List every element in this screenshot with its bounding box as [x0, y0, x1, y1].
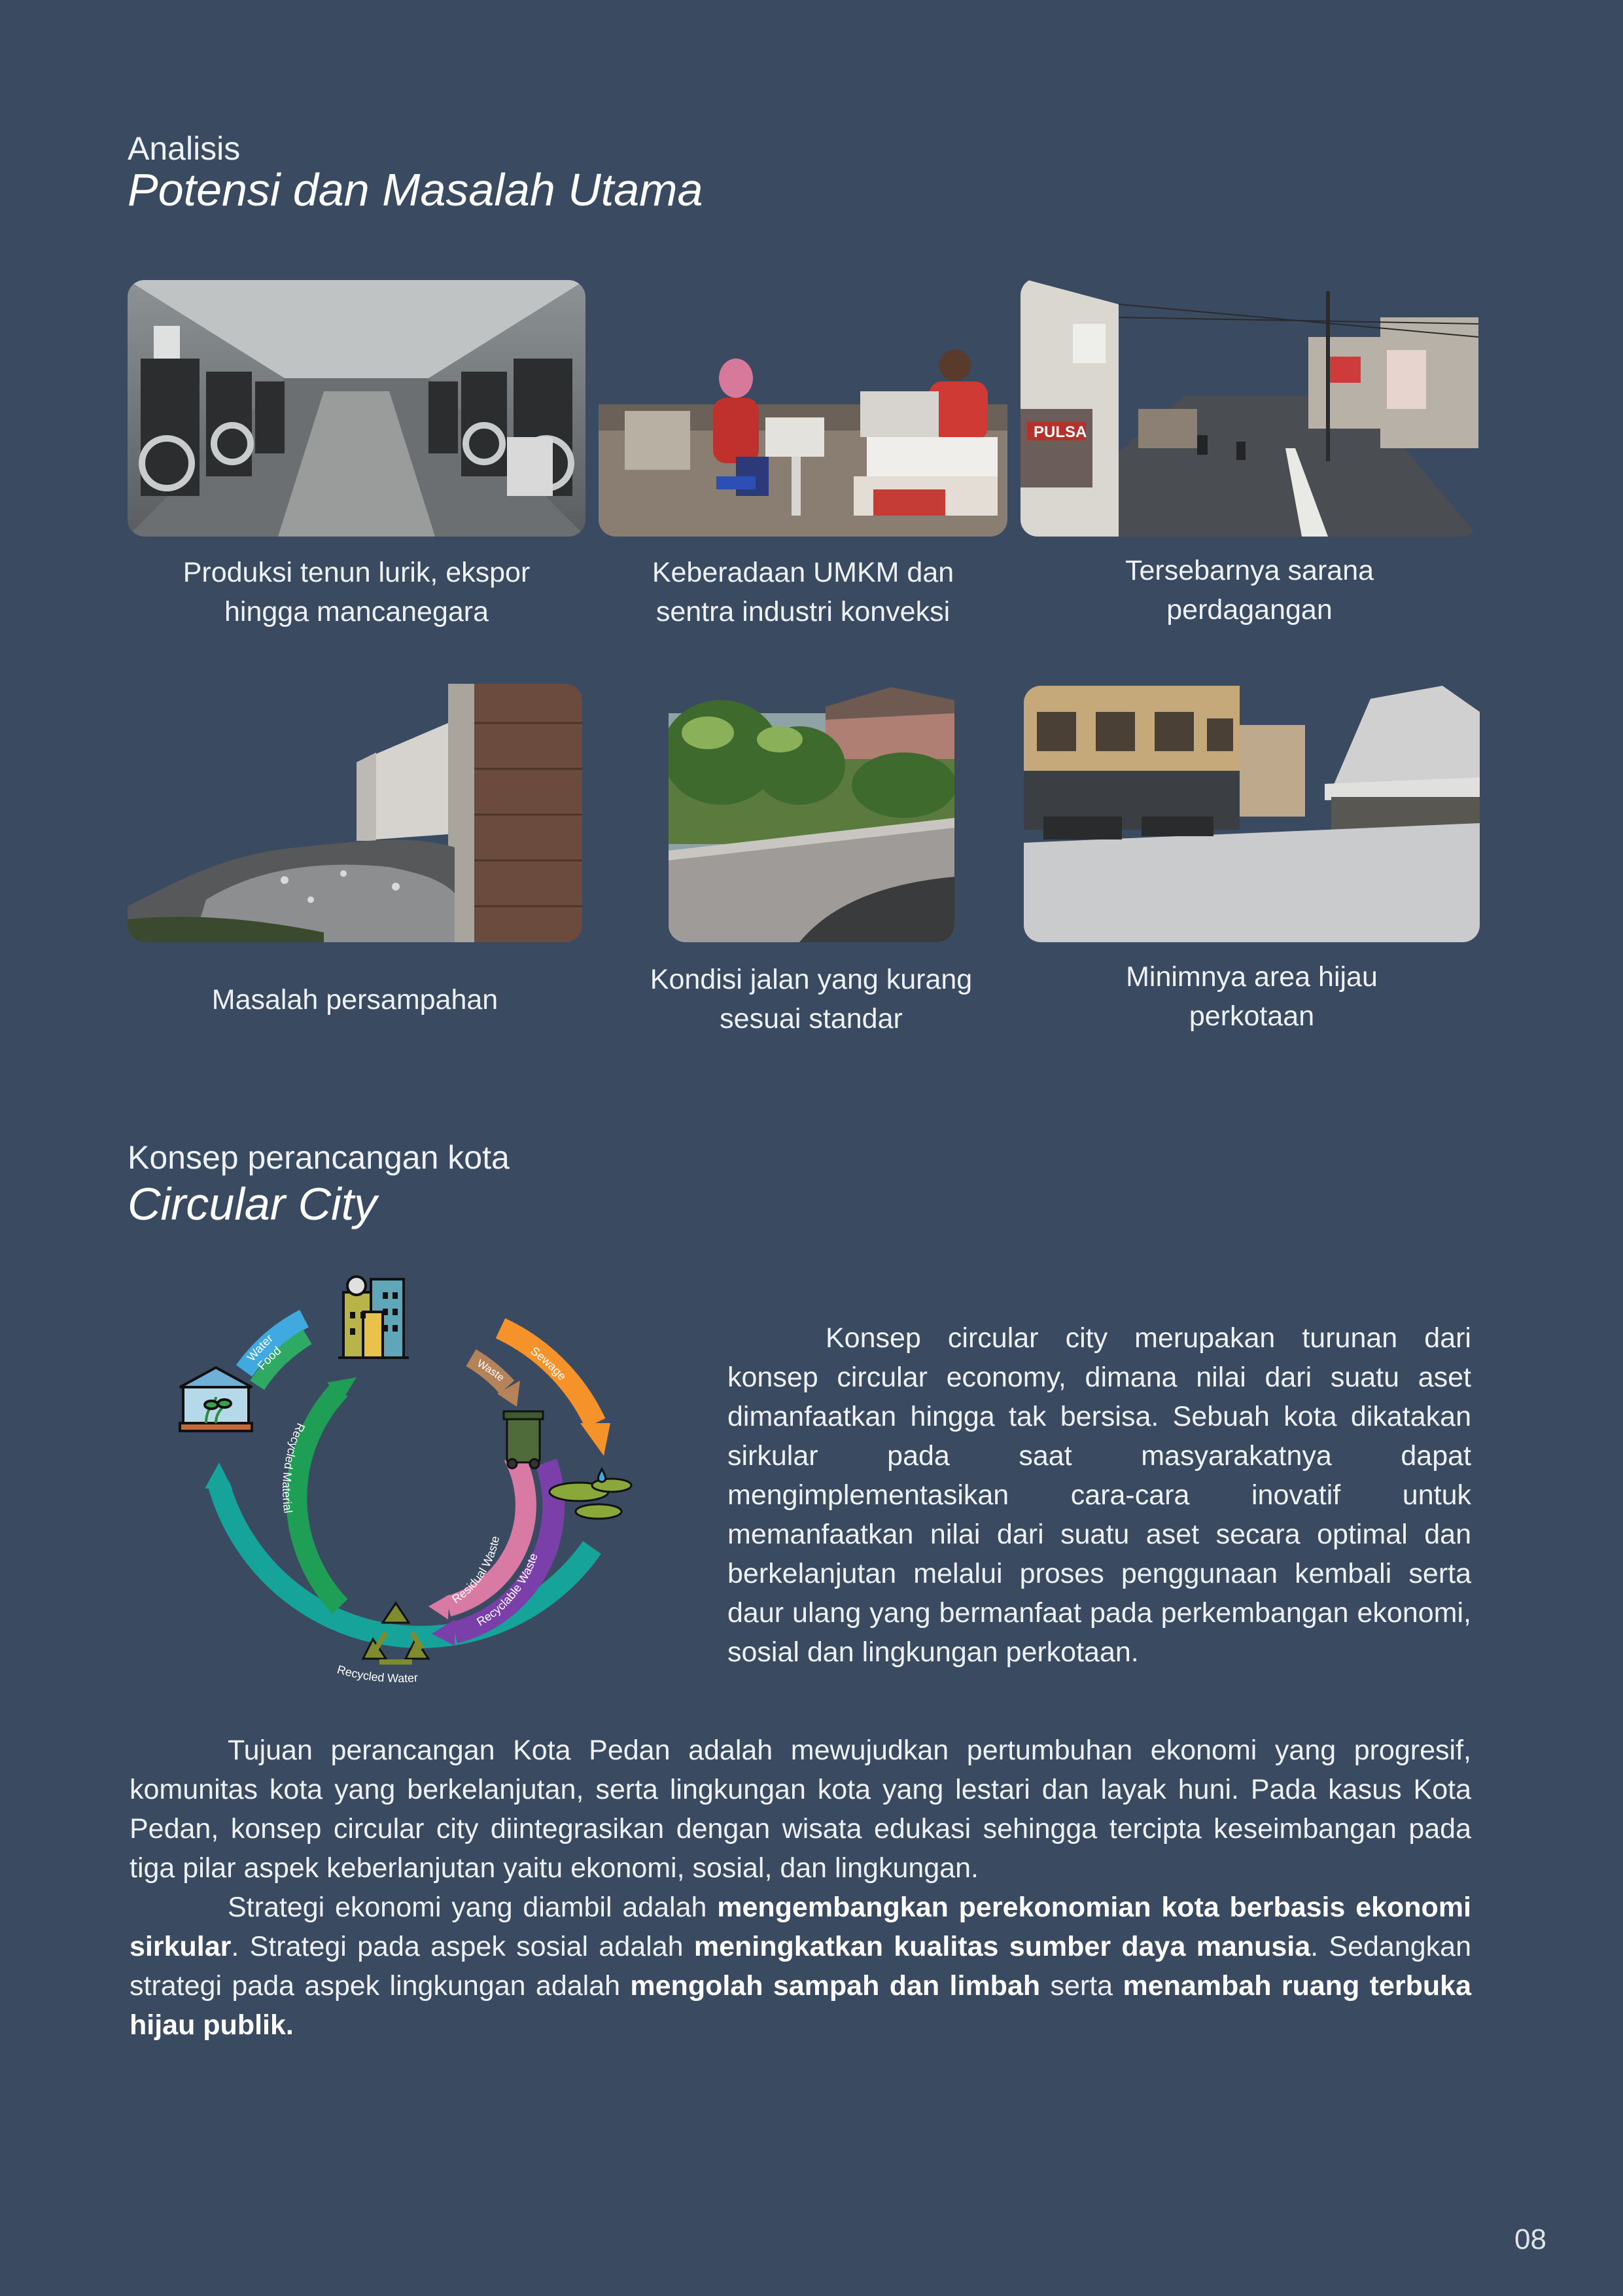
section-title-circular-city: Circular City [128, 1178, 377, 1229]
city-buildings-icon [338, 1277, 409, 1358]
photo-road-condition [669, 661, 954, 942]
arc-recycled-material [296, 1389, 340, 1606]
caption-photo-6-line-2: perkotaan [1189, 1000, 1315, 1032]
caption-photo-3-line-2: perdagangan [1166, 594, 1333, 626]
strategy-text-4: serta [1040, 1970, 1123, 2002]
label-sewage-text: Sewage [528, 1344, 569, 1383]
photo-lack-green-area [1024, 686, 1480, 942]
strategy-bold-1: mengembangkan perekonomian kota berbasis ekonomi sirkular [130, 1892, 1471, 1962]
circular-city-diagram [167, 1266, 664, 1698]
page-number: 08 [1514, 2223, 1546, 2255]
section-title-potensi: Potensi dan Masalah Utama [128, 164, 703, 215]
label-residual-waste-text: Residual Waste [449, 1534, 502, 1606]
caption-photo-1-line-2: hingga mancanegara [224, 596, 489, 627]
strategy-text-2: . Strategi pada aspek sosial adalah [231, 1931, 694, 1962]
strategy-bold-2: meningkatkan kualitas sumber daya manusia [693, 1931, 1311, 1962]
strategy-paragraph [130, 1888, 1471, 2045]
label-recyclable-waste-text: Recyclable Waste [474, 1551, 540, 1629]
caption-photo-2-line-2: sentra industri konveksi [655, 596, 951, 627]
greenhouse-icon [180, 1368, 252, 1431]
caption-photo-5-line-1: Kondisi jalan yang kurang [650, 964, 973, 995]
label-recycled-water-text: Recycled Water [336, 1663, 419, 1686]
strategy-bold-3: mengolah sampah dan limbah [630, 1970, 1041, 2002]
label-waste-text: Waste [475, 1358, 506, 1384]
caption-photo-6 [1024, 957, 1480, 1036]
label-recycled-material-text: Recycled Material [280, 1421, 308, 1514]
caption-photo-1 [128, 553, 585, 631]
caption-photo-5-line-2: sesuai standar [720, 1003, 903, 1034]
photo-garbage-problem [128, 684, 582, 942]
caption-photo-4-line-1: Masalah persampahan [211, 984, 498, 1016]
caption-photo-6-line-1: Minimnya area hijau [1126, 961, 1378, 993]
photo-street-commerce [1021, 278, 1478, 537]
caption-photo-5 [615, 960, 1007, 1038]
photo-weaving-looms [128, 280, 585, 537]
photo-shop-sign-text: PULSA [1034, 423, 1087, 441]
label-recycled-water [336, 1663, 418, 1685]
trash-bin-icon [504, 1411, 543, 1468]
arc-sewage [500, 1328, 595, 1423]
arc-recycled-water-arrowhead [205, 1462, 232, 1489]
concept-paragraph: Konsep circular city merupakan turunan dari konsep circular economy, dimana nilai dari suatu aset dimanfaatkan hingga tak bersisa. Sebuah kota dikatakan sirkular pada saat masyarakatnya dapat mengimplementasikan cara-cara inovatif untuk memanfaatkan nilai dari suatu aset secara optimal dan berkelanjutan melalui proses penggunaan kembali serta daur ulang yang bermanfaat pada perkembangan ekonomi, sosial dan lingkungan perkotaan. [727, 1322, 1471, 1668]
label-water-text: Water [244, 1332, 276, 1364]
caption-photo-4 [128, 980, 582, 1019]
strategy-bold-4: menambah ruang terbuka hijau publik. [130, 1970, 1471, 2041]
caption-photo-1-line-1: Produksi tenun lurik, ekspor [183, 557, 531, 588]
strategy-text-3: . Sedangkan strategi pada aspek lingkungan adalah [130, 1931, 1471, 2002]
caption-photo-2-line-1: Keberadaan UMKM dan [652, 557, 954, 588]
label-food-text: Food [254, 1343, 284, 1373]
section-kicker-konsep: Konsep perancangan kota [128, 1139, 510, 1176]
caption-photo-2 [599, 553, 1007, 631]
arc-sewage-arrowhead [580, 1423, 610, 1456]
arc-residual-waste-arrowhead [428, 1595, 449, 1619]
strategy-text-1: Strategi ekonomi yang diambil adalah [228, 1892, 718, 1923]
caption-photo-3 [1021, 551, 1478, 629]
section-kicker-analisis: Analisis [128, 130, 241, 167]
goal-paragraph: Tujuan perancangan Kota Pedan adalah mewujudkan pertumbuhan ekonomi yang progresif, komunitas kota yang berkelanjutan, serta lingkungan kota yang lestari dan layak huni. Pada kasus Kota Pedan, konsep circular city diintegrasikan dengan wisata edukasi sehingga tercipta keseimbangan pada tiga pilar aspek keberlanjutan yaitu ekonomi, sosial, dan lingkungan. [130, 1735, 1471, 1884]
photo-umkm-sewing [599, 280, 1007, 537]
caption-photo-3-line-1: Tersebarnya sarana [1125, 555, 1374, 586]
